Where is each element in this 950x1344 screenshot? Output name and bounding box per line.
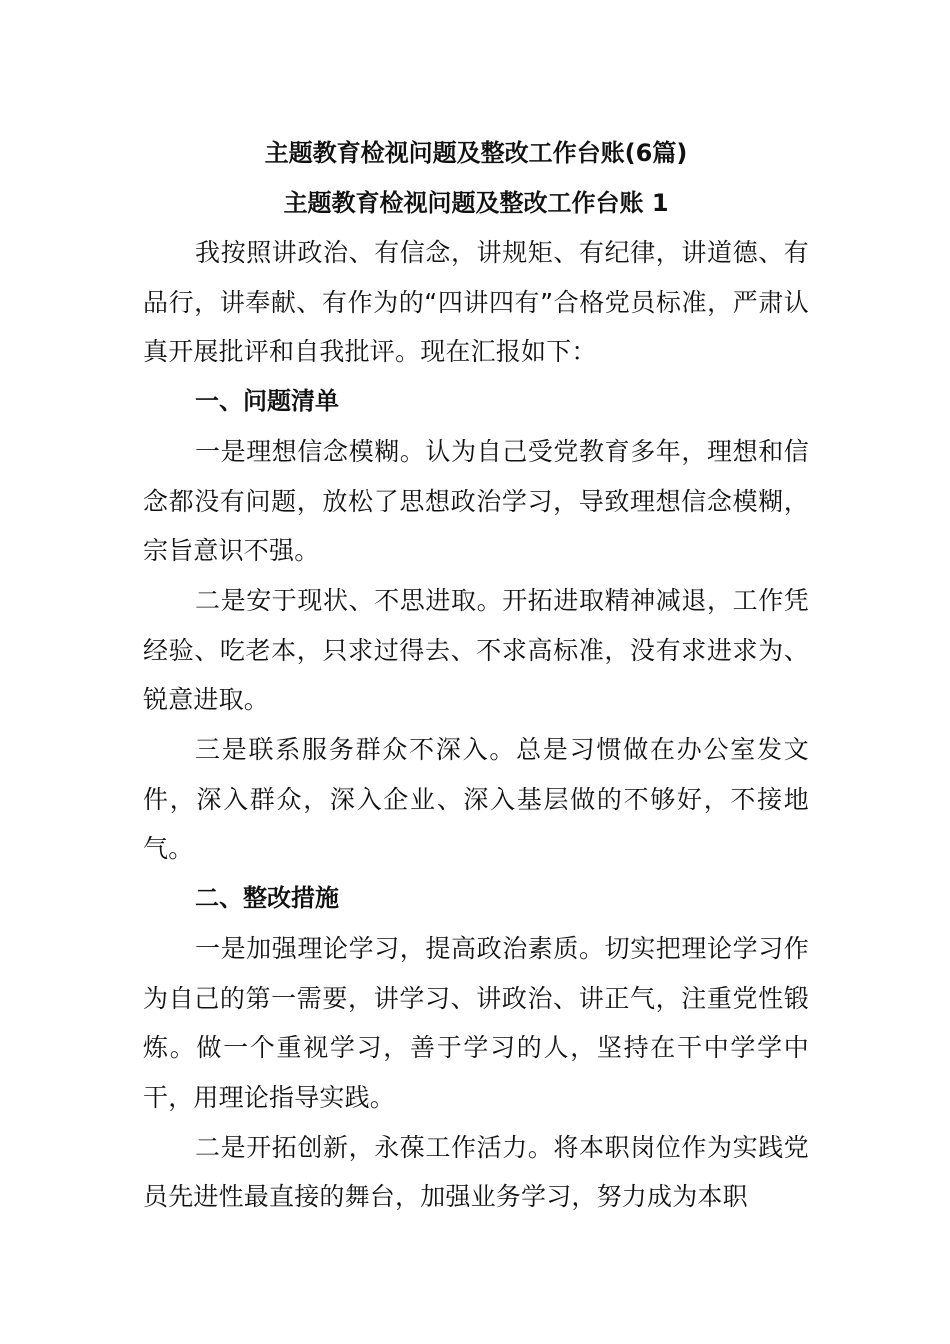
document-subtitle: 主题教育检视问题及整改工作台账 1 <box>283 189 669 217</box>
document-title: 主题教育检视问题及整改工作台账(6篇) <box>264 139 688 167</box>
problem-item-2: 二是安于现状、不思进取。开拓进取精神减退，工作凭经验、吃老本，只求过得去、不求高标准，没有求进求为、锐意进取。 <box>143 585 809 715</box>
measure-item-2: 二是开拓创新，永葆工作活力。将本职岗位作为实践党员先进性最直接的舞台，加强业务学习，努力成为本职 <box>143 1132 809 1212</box>
document-body <box>143 128 809 1222</box>
section-heading-measures: 二、整改措施 <box>195 884 339 913</box>
problem-item-3: 三是联系服务群众不深入。总是习惯做在办公室发文件，深入群众，深入企业、深入基层做的不够好，不接地气。 <box>143 735 809 864</box>
problem-item-1: 一是理想信念模糊。认为自己受党教育多年，理想和信念都没有问题，放松了思想政治学习，导致理想信念模糊，宗旨意识不强。 <box>143 436 809 566</box>
measure-item-1: 一是加强理论学习，提高政治素质。切实把理论学习作为自己的第一需要，讲学习、讲政治、讲正气，注重党性锻炼。做一个重视学习，善于学习的人，坚持在干中学学中干，用理论指导实践。 <box>143 933 809 1112</box>
section-heading-problems: 一、问题清单 <box>195 387 339 416</box>
intro-paragraph: 我按照讲政治、有信念，讲规矩、有纪律，讲道德、有品行，讲奉献、有作为的“四讲四有”合格党员标准，严肃认真开展批评和自我批评。现在汇报如下： <box>143 238 809 367</box>
